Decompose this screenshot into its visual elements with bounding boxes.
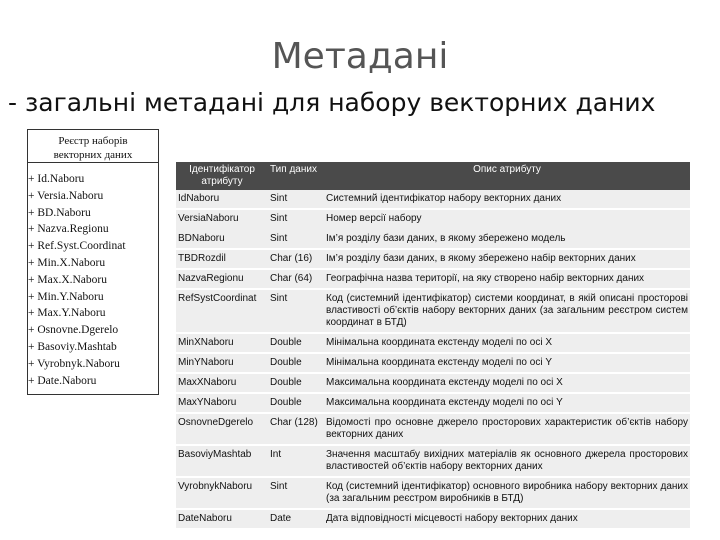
registry-item: + Versia.Naboru [28,189,104,202]
attribute-description-cell: Код (системний ідентифікатор) основного виробника набору векторних даних (за загальним реєстром виробників в БТД) [324,477,690,509]
attribute-type-cell: Double [268,353,324,373]
attribute-description-cell: Номер версії набору [324,209,690,229]
column-header-type: Тип даних [268,162,324,190]
registry-item: + Nazva.Regionu [28,223,109,236]
table-row [176,445,690,477]
attribute-description-cell: Відомості про основне джерело просторових характеристик об’єктів набору векторних даних [324,413,690,445]
attribute-id-cell: RefSystCoordinat [176,289,268,333]
attribute-description-cell: Ім’я розділу бази даних, в якому збережено модель [324,229,690,249]
attribute-description-cell: Дата відповідності місцевості набору векторних даних [324,509,690,529]
table-row [176,333,690,353]
registry-item: + Min.Y.Naboru [28,290,104,303]
registry-header [28,130,158,163]
attribute-id-cell: MinYNaboru [176,353,268,373]
attribute-id-cell: VersiaNaboru [176,209,268,229]
attribute-type-cell: Sint [268,209,324,229]
registry-item: + BD.Naboru [28,206,91,219]
registry-item: + Max.X.Naboru [28,273,107,286]
attribute-description-cell: Системний ідентифікатор набору векторних даних [324,190,690,209]
attribute-description-cell: Географічна назва території, на яку створено набір векторних даних [324,269,690,289]
attribute-type-cell: Double [268,333,324,353]
slide-title: Метадані [271,36,449,77]
registry-item: + Vyrobnyk.Naboru [28,357,120,370]
registry-item: + Date.Naboru [28,374,97,387]
attribute-type-cell: Sint [268,229,324,249]
column-header-description: Опис атрибуту [324,162,690,190]
attribute-id-cell: OsnovneDgerelo [176,413,268,445]
registry-item: + Min.X.Naboru [28,256,106,269]
attribute-description-cell: Ім’я розділу бази даних, в якому збережено набір векторних даних [324,249,690,269]
attribute-description-cell: Значення масштабу вихідних матеріалів як основного джерела просторових властивостей об’єктів набору векторних даних [324,445,690,477]
attribute-type-cell: Char (64) [268,269,324,289]
attribute-type-cell: Int [268,445,324,477]
attribute-description-cell: Максимальна координата екстенду моделі по осі Y [324,393,690,413]
attribute-type-cell: Double [268,393,324,413]
attribute-id-cell: MaxXNaboru [176,373,268,393]
attribute-id-cell: TBDRozdil [176,249,268,269]
attribute-id-cell: VyrobnykNaboru [176,477,268,509]
table-row [176,269,690,289]
table-row [176,289,690,333]
attribute-description-cell: Мінімальна координата екстенду моделі по осі X [324,333,690,353]
table-row [176,509,690,529]
registry-item: + Basoviy.Mashtab [28,340,117,353]
registry-item: + Osnovne.Dgerelo [28,324,119,337]
attribute-id-cell: IdNaboru [176,190,268,209]
table-header-row [176,162,690,190]
attribute-id-cell: MaxYNaboru [176,393,268,413]
attribute-id-cell: BDNaboru [176,229,268,249]
registry-header-line2: векторних даних [53,149,133,161]
table-row [176,393,690,413]
attribute-type-cell: Sint [268,190,324,209]
attribute-type-cell: Char (16) [268,249,324,269]
attribute-type-cell: Double [268,373,324,393]
column-header-identifier: Ідентифікатор атрибуту [176,162,268,190]
attribute-type-cell: Sint [268,289,324,333]
table-row [176,373,690,393]
registry-header-line1: Реєстр наборів [58,135,128,147]
attribute-id-cell: DateNaboru [176,509,268,529]
registry-list [28,163,158,389]
attribute-table [176,162,690,530]
attribute-description-cell: Код (системний ідентифікатор) системи координат, в якій описані просторові властивості об’єктів набору векторних даних (за загальним реєстром систем координат в БТД) [324,289,690,333]
registry-item: + Id.Naboru [28,173,85,185]
table-row [176,190,690,209]
table-row [176,209,690,229]
attribute-id-cell: BasoviyMashtab [176,445,268,477]
attribute-description-cell: Максимальна координата екстенду моделі по осі X [324,373,690,393]
table-row [176,229,690,249]
registry-item: + Ref.Syst.Coordinat [28,240,126,253]
registry-box [28,130,158,394]
attribute-type-cell: Date [268,509,324,529]
attribute-description-cell: Мінімальна координата екстенду моделі по осі Y [324,353,690,373]
table-row [176,413,690,445]
attribute-id-cell: MinXNaboru [176,333,268,353]
table-row [176,353,690,373]
registry-item: + Max.Y.Naboru [28,307,106,320]
attribute-type-cell: Char (128) [268,413,324,445]
attribute-type-cell: Sint [268,477,324,509]
table-row [176,477,690,509]
slide-subtitle: - загальні метадані для набору векторних даних [8,88,656,117]
attribute-id-cell: NazvaRegionu [176,269,268,289]
table-row [176,249,690,269]
